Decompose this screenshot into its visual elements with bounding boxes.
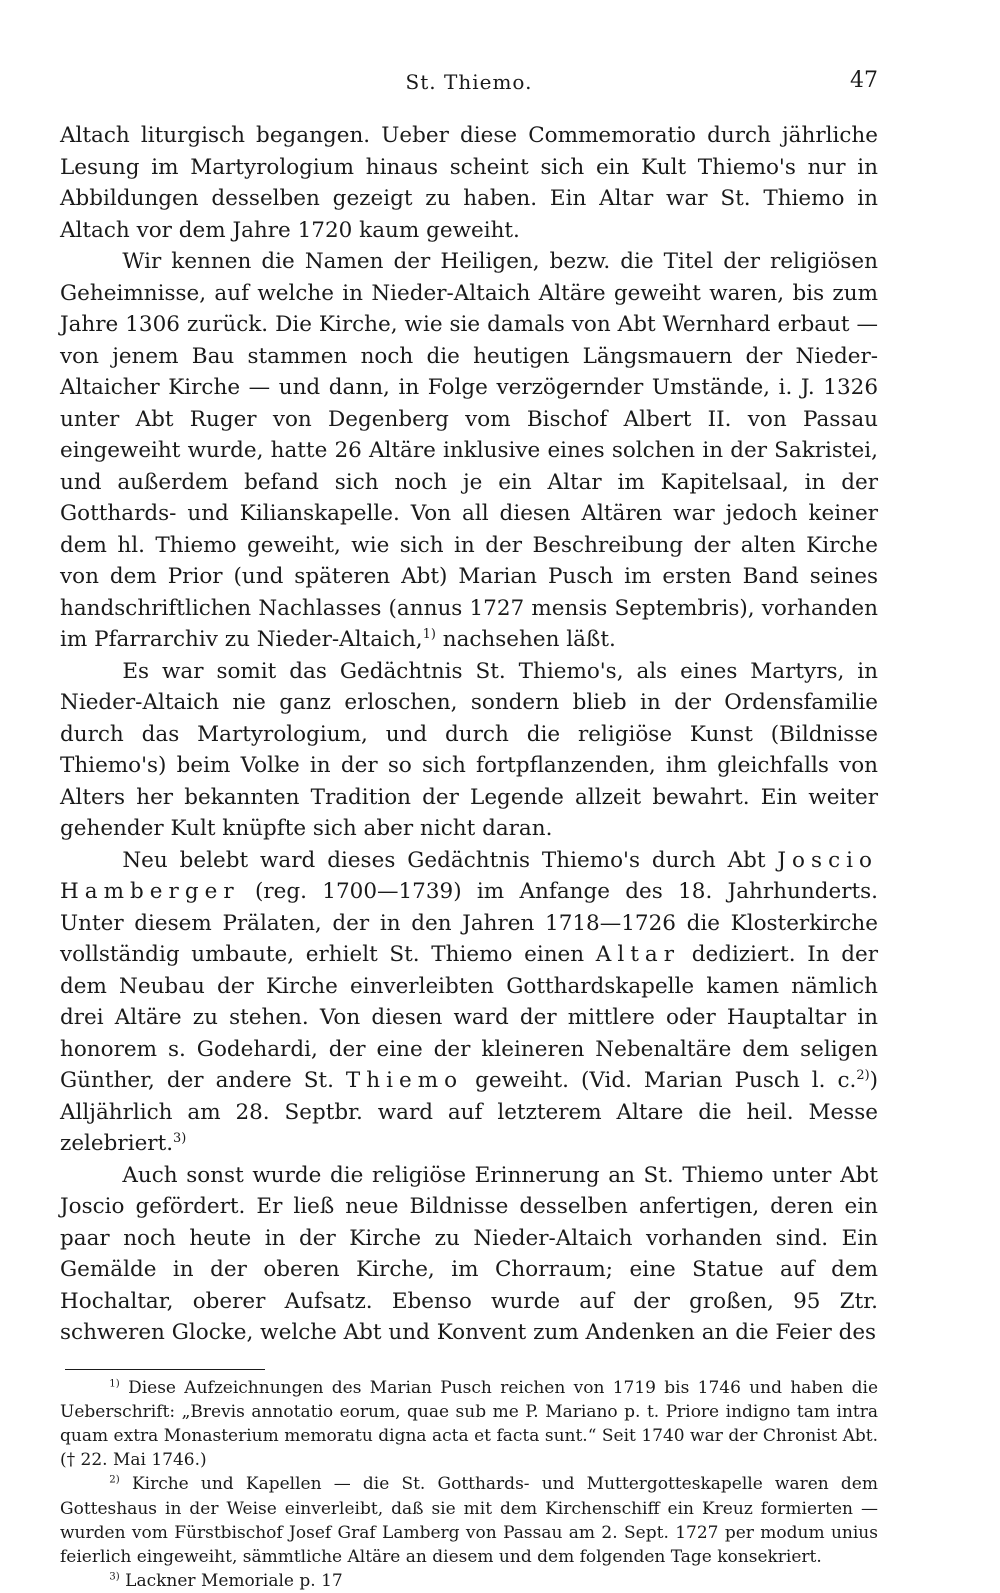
running-title: St. Thiemo. [60,70,878,94]
footnote-ref-2: 2) [856,1068,869,1083]
spaced-thiemo: Thiemo [346,1068,463,1093]
footnote-2: $^{2)}$ Kirche und Kapellen — die St. Gotthards- und Muttergotteskapelle waren dem Gotteshaus in der Weise einverleibt, daß sie mit dem Kirchenschiff ein Kreuz formierten — wurden vom Fürstbischof Josef Graf Lamberg von Passau am 2. Sept. 1727 per modum unius feierlich eingeweiht, sämmtliche Altäre an diesem und dem folgenden Tage konsekriert. [60,1472,878,1569]
paragraph-1: Altach liturgisch begangen. Ueber diese Commemoratio durch jährliche Lesung im Martyrologium hinaus scheint sich ein Kult Thiemo's nur in Abbildungen desselben gezeigt zu haben. Ein Altar war St. Thiemo in Altach vor dem Jahre 1720 kaum geweiht. [60,120,878,246]
spaced-name: Joscio Hamberger [60,848,878,905]
footnote-1: $^{1)}$ Diese Aufzeichnungen des Marian Pusch reichen von 1719 bis 1746 und haben die Ueberschrift: „Brevis annotatio eorum, quae sub me P. Mariano p. t. Priore indigno tam intra quam extra Monasterium memoratu digna acta et facta sunt.“ Seit 1740 war der Chronist Abt. († 22. Mai 1746.) [60,1376,878,1473]
footnote-ref-1: 1) [423,627,436,642]
body-text [60,120,878,1349]
page-number: 47 [850,68,878,93]
footnote-ref-3: 3) [173,1131,186,1146]
spaced-altar: Altar [596,942,680,967]
page-header [60,62,878,102]
footnote-3: $^{3)}$ Lackner Memoriale p. 17 [60,1569,878,1593]
footnote-divider [65,1369,265,1370]
paragraph-5: Auch sonst wurde die religiöse Erinnerung an St. Thiemo unter Abt Joscio gefördert. Er ließ neue Bildnisse desselben anfertigen, deren ein paar noch heute in der Kirche zu Nieder-Altaich vorhanden sind. Ein Gemälde in der oberen Kirche, im Chorraum; eine Statue auf dem Hochaltar, oberer Aufsatz. Ebenso wurde auf der großen, 95 Ztr. schweren Glocke, welche Abt und Konvent zum Andenken an die Feier des [60,1160,878,1349]
paragraph-3: Es war somit das Gedächtnis St. Thiemo's, als eines Martyrs, in Nieder-Altaich nie ganz erloschen, sondern blieb in der Ordensfamilie durch das Martyrologium, und durch die religiöse Kunst (Bildnisse Thiemo's) beim Volke in der so sich fortpflanzenden, ihm gleichfalls von Alters her bekannten Tradition der Legende allzeit bewahrt. Ein weiter gehender Kult knüpfte sich aber nicht daran. [60,656,878,845]
footnotes [60,1376,878,1593]
paragraph-4: Neu belebt ward dieses Gedächtnis Thiemo's durch Abt Joscio Hamberger (reg. 1700—1739) im Anfange des 18. Jahrhunderts. Unter diesem Prälaten, der in den Jahren 1718—1726 die Klosterkirche vollständig umbaute, erhielt St. Thiemo einen Altar dediziert. In der dem Neubau der Kirche einverleibten Gotthardskapelle kamen nämlich drei Altäre zu stehen. Von diesen ward der mittlere oder Hauptaltar in honorem s. Godehardi, der eine der kleineren Nebenaltäre dem seligen Günther, der andere St. Thiemo geweiht. (Vid. Marian Pusch l. c.$^{2)}$) Alljährlich am 28. Septbr. ward auf letzterem Altare die heil. Messe zelebriert.$^{3)}$ [60,845,878,1160]
book-page [60,62,878,1593]
paragraph-2: Wir kennen die Namen der Heiligen, bezw. die Titel der religiösen Geheimnisse, auf welche in Nieder-Altaich Altäre geweiht waren, bis zum Jahre 1306 zurück. Die Kirche, wie sie damals von Abt Wernhard erbaut — von jenem Bau stammen noch die heutigen Längsmauern der Nieder-Altaicher Kirche — und dann, in Folge verzögernder Umstände, i. J. 1326 unter Abt Ruger von Degenberg vom Bischof Albert II. von Passau eingeweiht wurde, hatte 26 Altäre inklusive eines solchen in der Sakristei, und außerdem befand sich noch je ein Altar im Kapitelsaal, in der Gotthards- und Kilianskapelle. Von all diesen Altären war jedoch keiner dem hl. Thiemo geweiht, wie sich in der Beschreibung der alten Kirche von dem Prior (und späteren Abt) Marian Pusch im ersten Band seines handschriftlichen Nachlasses (annus 1727 mensis Septembris), vorhanden im Pfarrarchiv zu Nieder-Altaich,$^{1)}$ nachsehen läßt. [60,246,878,656]
